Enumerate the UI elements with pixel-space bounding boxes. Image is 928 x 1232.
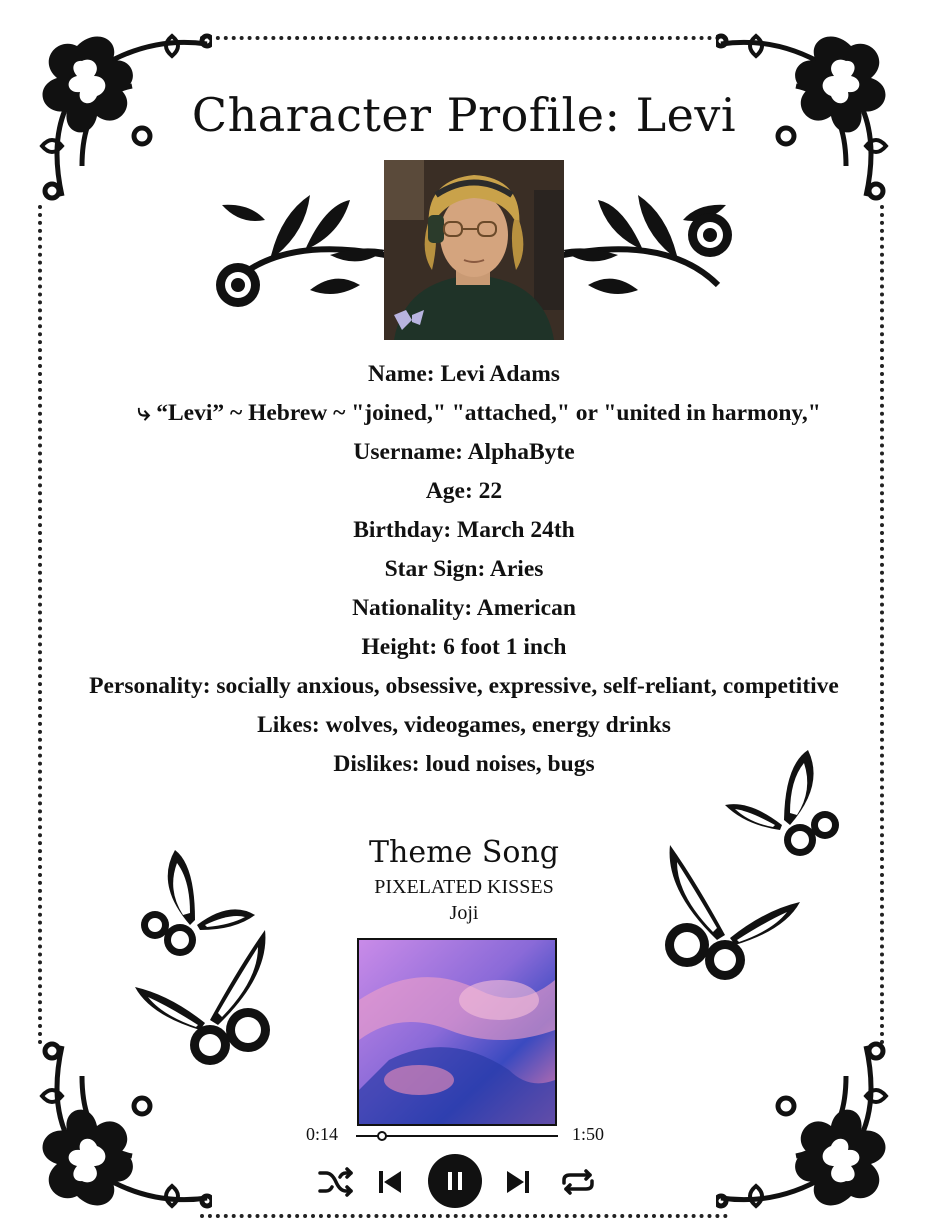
repeat-icon — [558, 1167, 598, 1197]
album-cover — [357, 938, 557, 1126]
previous-icon — [376, 1168, 404, 1196]
progress-knob[interactable] — [377, 1131, 387, 1141]
name-meaning-line: ⤷ “Levi” ~ Hebrew ~ "joined," "attached," or "united in harmony," — [137, 400, 821, 426]
butterfly-icon — [130, 925, 280, 1070]
border-bottom — [200, 1214, 728, 1218]
height-line: Height: 6 foot 1 inch — [361, 634, 567, 660]
dislikes-line: Dislikes: loud noises, bugs — [333, 751, 595, 777]
song-artist: Joji — [449, 902, 479, 924]
character-portrait — [384, 160, 564, 340]
theme-song-heading: Theme Song — [369, 835, 559, 870]
shuffle-button[interactable] — [312, 1158, 360, 1206]
current-time: 0:14 — [306, 1124, 339, 1144]
likes-line: Likes: wolves, videogames, energy drinks — [257, 712, 671, 738]
page-title: Character Profile: Levi — [191, 88, 737, 142]
age-line: Age: 22 — [425, 478, 503, 504]
song-title: PIXELATED KISSES — [374, 876, 554, 898]
star-sign-line: Star Sign: Aries — [384, 556, 544, 582]
username-line: Username: AlphaByte — [353, 439, 575, 465]
next-icon — [504, 1168, 532, 1196]
corner-ornament-icon — [716, 1036, 906, 1226]
floral-vine-left-icon — [210, 175, 390, 315]
pause-button[interactable] — [428, 1154, 482, 1208]
repeat-button[interactable] — [554, 1158, 602, 1206]
next-button[interactable] — [494, 1158, 542, 1206]
total-time: 1:50 — [572, 1124, 605, 1144]
profile-details — [0, 355, 928, 784]
previous-button[interactable] — [366, 1158, 414, 1206]
name-line: Name: Levi Adams — [368, 361, 560, 387]
border-top — [200, 36, 728, 40]
pause-icon — [445, 1170, 465, 1192]
personality-line: Personality: socially anxious, obsessive, expressive, self-reliant, competitive — [89, 673, 839, 699]
progress-bar[interactable] — [356, 1135, 558, 1137]
floral-vine-right-icon — [558, 175, 738, 315]
shuffle-icon — [317, 1167, 355, 1197]
nationality-line: Nationality: American — [352, 595, 576, 621]
birthday-line: Birthday: March 24th — [353, 517, 575, 543]
